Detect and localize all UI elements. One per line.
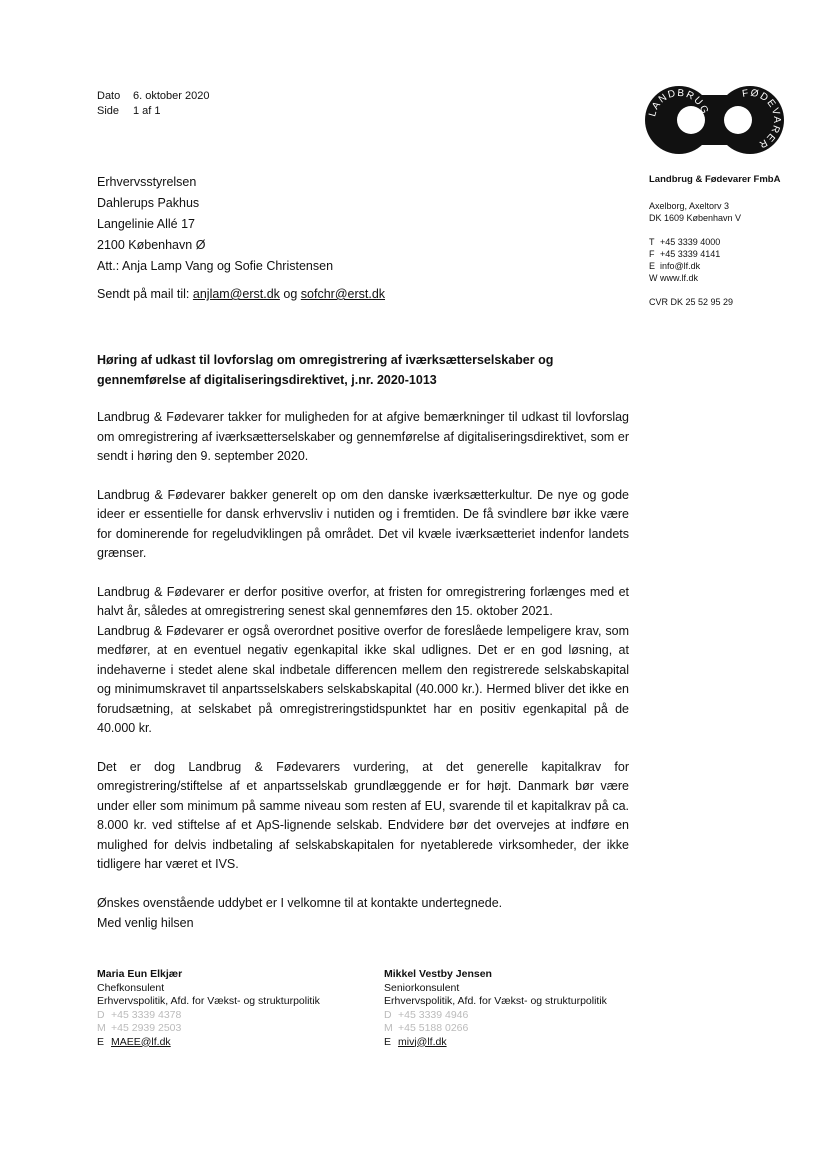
fax-label: F xyxy=(649,249,655,259)
date-row xyxy=(97,89,209,104)
sent-joiner: og xyxy=(279,287,301,301)
signer-mobile-phone: +45 2939 2503 xyxy=(111,1022,182,1034)
closing-salutation: Med venlig hilsen xyxy=(97,916,194,930)
logo-left-text: LANDBRUG xyxy=(647,87,711,118)
signer-direct-phone: +45 3339 4946 xyxy=(398,1008,469,1021)
recipient-attention: Att.: Anja Lamp Vang og Sofie Christensen xyxy=(97,259,334,273)
recipient-address xyxy=(97,172,333,277)
paragraph-4: Landbrug & Fødevarer er også overordnet positive overfor de foreslåede lempeligere krav, som medfører, at en eventuel negativ egenkapital ikke skal udlignes. Det er en god løsning, at indehaverne i stedet alene skal indbetale differencen mellem den registrerede selskabskapital og minimumskravet til anpartsselskabers selskabskapital (40.000 kr.). Hermed bliver det ikke en forudsætning, at selskabet på omregistreringstidspunktet har en positiv egenkapital på de 40.000 kr. xyxy=(97,623,629,735)
signer-email-link[interactable]: mivj@lf.dk xyxy=(398,1035,447,1048)
address-line-2: DK 1609 København V xyxy=(649,213,742,223)
sent-prefix: Sendt på mail til: xyxy=(97,287,193,301)
recipient-line-4: 2100 København Ø xyxy=(97,238,206,252)
mobile-label: M xyxy=(97,1022,106,1034)
signer-name: Maria Eun Elkjær xyxy=(97,968,183,980)
company-cvr: CVR DK 25 52 95 29 xyxy=(649,297,734,307)
recipient-line-1: Erhvervsstyrelsen xyxy=(97,175,197,189)
letter-body xyxy=(97,408,629,932)
direct-label: D xyxy=(384,1008,392,1021)
email-link-2[interactable]: sofchr@erst.dk xyxy=(300,287,386,301)
web-label: W xyxy=(649,273,658,283)
signer-title: Chefkonsulent xyxy=(97,981,165,994)
paragraph-6: Ønskes ovenstående uddybet er I velkomne til at kontakte undertegnede. xyxy=(97,895,503,910)
signer-email-link[interactable]: MAEE@lf.dk xyxy=(111,1035,171,1048)
page-value: 1 af 1 xyxy=(133,105,161,117)
recipient-line-2: Dahlerups Pakhus xyxy=(97,196,200,210)
page-label: Side xyxy=(97,105,120,117)
paragraph-5: Det er dog Landbrug & Fødevarers vurdering, at det generelle kapitalkrav for omregistrering/stiftelse af et anpartsselskab grundlæggende er for højt. Danmark bør være under eller som minimum på samme niveau som resten af EU, svarende til et kapitalkrav på ca. 8.000 kr. ved stiftelse af et ApS-lignende selskab. Endvidere bør det overvejes at indføre en mulighed for delvis indbetaling af selskabskapitalen for nyetablerede virksomheder, der ikke tidligere har været et IVS. xyxy=(97,759,629,871)
signer-name: Mikkel Vestby Jensen xyxy=(384,968,492,980)
company-phone: +45 3339 4000 xyxy=(660,237,721,247)
signer-direct-phone: +45 3339 4378 xyxy=(111,1008,182,1021)
paragraph-3: Landbrug & Fødevarer er derfor positive overfor, at fristen for omregistrering forlænges med et halvt år, således at omregistrering senest skal gennemføres den 15. oktober 2021. xyxy=(97,584,629,618)
address-line-1: Axelborg, Axeltorv 3 xyxy=(649,201,730,211)
signer-title: Seniorkonsulent xyxy=(384,981,460,994)
page-row xyxy=(97,104,209,119)
company-email[interactable]: info@lf.dk xyxy=(660,261,701,271)
sent-via-line xyxy=(97,287,385,301)
paragraph-1: Landbrug & Fødevarer takker for muligheden for at afgive bemærkninger til udkast til lovforslag om omregistrering af iværksætterselskaber og gennemførelse af digitaliseringsdirektivet, som er sendt i høring den 9. september 2020. xyxy=(97,410,629,463)
paragraph-2: Landbrug & Fødevarer bakker generelt op om den danske iværksætterkultur. De nye og gode ideer er essentielle for dansk erhvervsliv i nutiden og i fremtiden. De få svindlere bør ikke være for dominerende for regeludviklingen på området. Det vil kvæle iværksætteriet indenfor landets grænser. xyxy=(97,487,629,560)
document-meta xyxy=(97,89,209,119)
email-label: E xyxy=(97,1035,105,1048)
direct-label: D xyxy=(97,1008,105,1021)
date-label: Dato xyxy=(97,90,121,102)
letter-subject: Høring af udkast til lovforslag om omregistrering af iværksætterselskaber og gennemførelse af digitaliseringsdirektivet, j.nr. 2020-1013 xyxy=(97,353,554,387)
company-web[interactable]: www.lf.dk xyxy=(660,273,699,283)
signer-mobile-phone: +45 5188 0266 xyxy=(398,1022,469,1034)
signer-department: Erhvervspolitik, Afd. for Vækst- og strukturpolitik xyxy=(97,995,320,1007)
signer-block-2 xyxy=(384,968,607,1049)
phone-label: T xyxy=(649,237,655,247)
mobile-label: M xyxy=(384,1022,393,1034)
email-label: E xyxy=(384,1035,392,1048)
company-info xyxy=(649,174,780,308)
signer-block-1 xyxy=(97,968,320,1049)
company-name: Landbrug & Fødevarer FmbA xyxy=(649,174,781,185)
logo-right-text: FØDEVARER xyxy=(741,87,783,151)
email-link-1[interactable]: anjlam@erst.dk xyxy=(192,287,280,301)
email-label: E xyxy=(649,261,656,271)
recipient-line-3: Langelinie Allé 17 xyxy=(97,217,195,231)
company-address xyxy=(649,200,780,224)
company-contact xyxy=(649,236,780,284)
company-fax: +45 3339 4141 xyxy=(660,249,721,259)
signer-department: Erhvervspolitik, Afd. for Vækst- og strukturpolitik xyxy=(384,995,607,1007)
company-logo xyxy=(643,85,786,155)
date-value: 6. oktober 2020 xyxy=(133,90,210,102)
